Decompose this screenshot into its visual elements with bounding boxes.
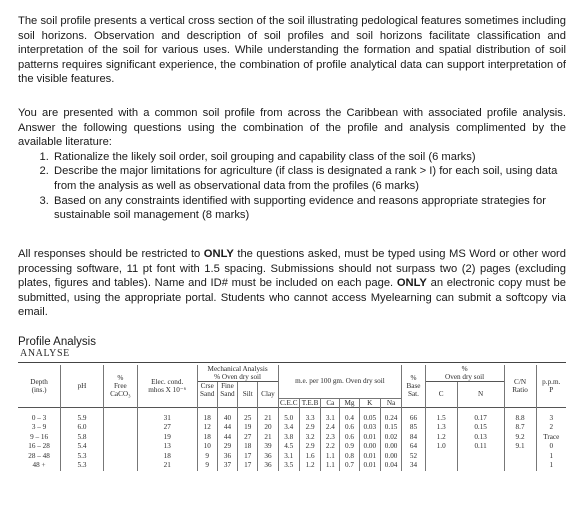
cell-cec: 4.5 xyxy=(278,442,299,452)
cell-mg: 0.6 xyxy=(340,433,359,443)
cell-k: 0.01 xyxy=(359,452,380,462)
cell-ph: 5.3 xyxy=(61,452,104,462)
header-ph: pH xyxy=(61,365,104,407)
task-section xyxy=(18,106,566,223)
cell-cec: 3.1 xyxy=(278,452,299,462)
cell-c: 1.5 xyxy=(425,414,457,424)
cell-na: 0.00 xyxy=(380,452,401,462)
cell-cec: 3.5 xyxy=(278,461,299,471)
cell-k: 0.01 xyxy=(359,433,380,443)
cell-k: 0.03 xyxy=(359,423,380,433)
cell-cn xyxy=(504,461,536,471)
cell-base: 52 xyxy=(402,452,425,462)
cell-k: 0.05 xyxy=(359,414,380,424)
cell-teb: 3.2 xyxy=(299,433,320,443)
cell-ph: 5.9 xyxy=(61,414,104,424)
header-k: K xyxy=(359,398,380,407)
cell-mg: 0.9 xyxy=(340,442,359,452)
cell-ec: 21 xyxy=(137,461,197,471)
cell-c: 1.3 xyxy=(425,423,457,433)
cell-caco3 xyxy=(103,433,137,443)
table-row xyxy=(18,414,566,424)
cell-depth: 0 – 3 xyxy=(31,413,47,422)
cell-na: 0.24 xyxy=(380,414,401,424)
question-item: 2. Describe the major limitations for agriculture (if class is designated a rank > I) for each soil, using data from the analysis as well as observational data from the profiles (6 marks) xyxy=(52,164,566,193)
cell-na: 0.15 xyxy=(380,423,401,433)
header-oven-dry-soil: % Oven dry soil xyxy=(425,365,504,382)
rules-text: the questions asked, must be typed using MS Word or other word processing software, 11 pt font with 1.5 spacing. Submissions should not surpass two (2) pages (excluding plates, figures and tables). Name and ID# must be included on each page. xyxy=(18,248,566,290)
rules-text: All responses should be restricted to xyxy=(18,248,204,260)
cell-n: 0.13 xyxy=(457,433,504,443)
cell-ec: 27 xyxy=(137,423,197,433)
cell-p: 1 xyxy=(536,452,566,462)
question-list xyxy=(18,150,566,223)
cell-mg: 0.4 xyxy=(340,414,359,424)
cell-clay: 36 xyxy=(258,461,278,471)
emphasis-only: ONLY xyxy=(396,277,427,290)
cell-n: 0.15 xyxy=(457,423,504,433)
cell-silt: 18 xyxy=(238,442,258,452)
header-me-per-100gm: m.e. per 100 gm. Oven dry soil xyxy=(278,365,402,398)
cell-depth: 3 – 9 xyxy=(31,423,47,432)
cell-clay: 36 xyxy=(258,452,278,462)
header-c: C xyxy=(425,382,457,408)
cell-p: 2 xyxy=(536,423,566,433)
cell-depth: 28 – 48 xyxy=(28,451,50,460)
header-cec: C.E.C xyxy=(279,398,298,407)
header-elec-cond: Elec. cond. mhos X 10⁻⁶ xyxy=(137,365,197,407)
cell-base: 84 xyxy=(402,433,425,443)
cell-crse: 12 xyxy=(197,423,217,433)
cell-ec: 31 xyxy=(137,414,197,424)
cell-fine: 44 xyxy=(217,433,237,443)
cell-silt: 17 xyxy=(238,461,258,471)
cell-ph: 6.0 xyxy=(61,423,104,433)
cell-p: 0 xyxy=(536,442,566,452)
cell-teb: 1.6 xyxy=(299,452,320,462)
header-silt: Silt xyxy=(238,382,258,408)
cell-ca: 3.1 xyxy=(321,414,340,424)
header-ca: Ca xyxy=(321,398,340,407)
cell-ec: 13 xyxy=(137,442,197,452)
cell-ca: 2.2 xyxy=(321,442,340,452)
cell-silt: 25 xyxy=(238,414,258,424)
cell-mg: 0.6 xyxy=(340,423,359,433)
cell-caco3 xyxy=(103,461,137,471)
cell-ca: 2.4 xyxy=(321,423,340,433)
cell-ec: 19 xyxy=(137,433,197,443)
cell-cn: 8.7 xyxy=(504,423,536,433)
submission-rules-paragraph xyxy=(18,247,566,320)
cell-c: 1.2 xyxy=(425,433,457,443)
cell-caco3 xyxy=(103,423,137,433)
cell-c: 1.0 xyxy=(425,442,457,452)
cell-mg: 0.7 xyxy=(340,461,359,471)
cell-caco3 xyxy=(103,414,137,424)
table-row xyxy=(18,433,566,443)
header-cn-ratio: C/N Ratio xyxy=(504,365,536,407)
cell-silt: 19 xyxy=(238,423,258,433)
cell-caco3 xyxy=(103,452,137,462)
cell-clay: 39 xyxy=(258,442,278,452)
header-ppm-p: p.p.m. P xyxy=(536,365,566,407)
cell-crse: 18 xyxy=(197,414,217,424)
header-clay: Clay xyxy=(258,382,278,408)
cell-fine: 44 xyxy=(217,423,237,433)
soil-analysis-scan xyxy=(18,348,566,508)
profile-analysis-title: Profile Analysis xyxy=(18,336,96,348)
cell-crse: 10 xyxy=(197,442,217,452)
question-item: 3. Based on any constraints identified with supporting evidence and reasons appropriate strategies for sustainable soil management (8 marks) xyxy=(52,194,566,223)
cell-cec: 3.4 xyxy=(278,423,299,433)
header-na: Na xyxy=(380,398,401,407)
table-header-row xyxy=(18,365,566,382)
table-row xyxy=(18,461,566,471)
cell-na: 0.00 xyxy=(380,442,401,452)
cell-cn: 8.8 xyxy=(504,414,536,424)
table-row xyxy=(18,423,566,433)
cell-base: 66 xyxy=(402,414,425,424)
cell-k: 0.00 xyxy=(359,442,380,452)
rules-text: an electronic copy must be submitted, using the appropriate portal. Students who cannot access Myelearning can submit a softcopy via email. xyxy=(18,277,566,319)
cell-p: Trace xyxy=(536,433,566,443)
cell-fine: 29 xyxy=(217,442,237,452)
soil-analysis-table xyxy=(18,365,566,471)
cell-p: 3 xyxy=(536,414,566,424)
cell-silt: 27 xyxy=(238,433,258,443)
header-mg: Mg xyxy=(340,398,359,407)
table-row xyxy=(18,442,566,452)
cell-cn xyxy=(504,452,536,462)
cell-base: 34 xyxy=(402,461,425,471)
header-crse-sand: Crse Sand xyxy=(197,382,217,399)
cell-ph: 5.8 xyxy=(61,433,104,443)
cell-cn: 9.2 xyxy=(504,433,536,443)
header-caco3: % Free CaCO₃ xyxy=(103,365,137,407)
cell-cec: 3.8 xyxy=(278,433,299,443)
cell-crse: 9 xyxy=(197,461,217,471)
task-paragraph: You are presented with a common soil profile from across the Caribbean with associated profile analysis. Answer the following questions using the combination of the profile and analysis complimented by the available literature: xyxy=(18,107,566,149)
cell-na: 0.02 xyxy=(380,433,401,443)
cell-teb: 3.3 xyxy=(299,414,320,424)
header-n: N xyxy=(457,382,504,408)
cell-na: 0.04 xyxy=(380,461,401,471)
cell-silt: 17 xyxy=(238,452,258,462)
cell-teb: 2.9 xyxy=(299,423,320,433)
cell-ca: 2.3 xyxy=(321,433,340,443)
cell-crse: 18 xyxy=(197,433,217,443)
cell-c xyxy=(425,461,457,471)
cell-crse: 9 xyxy=(197,452,217,462)
table-row xyxy=(18,452,566,462)
cell-ca: 1.1 xyxy=(321,452,340,462)
cell-cn: 9.1 xyxy=(504,442,536,452)
question-item: 1. Rationalize the likely soil order, soil grouping and capability class of the soil (6 marks) xyxy=(52,150,566,165)
cell-base: 64 xyxy=(402,442,425,452)
cell-clay: 21 xyxy=(258,433,278,443)
header-teb: T.E.B xyxy=(299,398,320,407)
cell-k: 0.01 xyxy=(359,461,380,471)
cell-p: 1 xyxy=(536,461,566,471)
cell-c xyxy=(425,452,457,462)
cell-fine: 37 xyxy=(217,461,237,471)
cell-teb: 1.2 xyxy=(299,461,320,471)
cell-ph: 5.3 xyxy=(61,461,104,471)
cell-caco3 xyxy=(103,442,137,452)
cell-clay: 20 xyxy=(258,423,278,433)
cell-depth: 9 – 16 xyxy=(30,432,49,441)
cell-ec: 18 xyxy=(137,452,197,462)
emphasis-only: ONLY xyxy=(203,248,234,260)
header-mechanical-analysis: Mechanical Analysis % Oven dry soil xyxy=(197,365,278,382)
cell-fine: 36 xyxy=(217,452,237,462)
analyse-label: ANALYSE xyxy=(20,348,70,359)
header-base-sat: % Base Sat. xyxy=(402,365,425,407)
cell-ca: 1.1 xyxy=(321,461,340,471)
cell-mg: 0.8 xyxy=(340,452,359,462)
cell-n xyxy=(457,461,504,471)
cell-n: 0.11 xyxy=(457,442,504,452)
cell-cec: 5.0 xyxy=(278,414,299,424)
cell-n: 0.17 xyxy=(457,414,504,424)
cell-depth: 16 – 28 xyxy=(28,442,50,451)
header-fine-sand: Fine Sand xyxy=(217,382,237,399)
cell-n xyxy=(457,452,504,462)
cell-fine: 40 xyxy=(217,414,237,424)
intro-paragraph: The soil profile presents a vertical cross section of the soil illustrating pedological features sometimes including soil horizons. Observation and description of soil profiles and soil horizons facilitate classification and interpretation of the soil for various uses. While understanding the formation and spatial distribution of soil patterns requires significant experience, the combination of profile analytical data can support interpretation of the visible features. xyxy=(18,15,566,86)
header-depth: Depth (ins.) xyxy=(30,377,48,394)
cell-teb: 2.9 xyxy=(299,442,320,452)
table-top-rule xyxy=(18,362,566,363)
cell-ph: 5.4 xyxy=(61,442,104,452)
cell-depth: 48 + xyxy=(32,461,46,470)
cell-base: 85 xyxy=(402,423,425,433)
cell-clay: 21 xyxy=(258,414,278,424)
